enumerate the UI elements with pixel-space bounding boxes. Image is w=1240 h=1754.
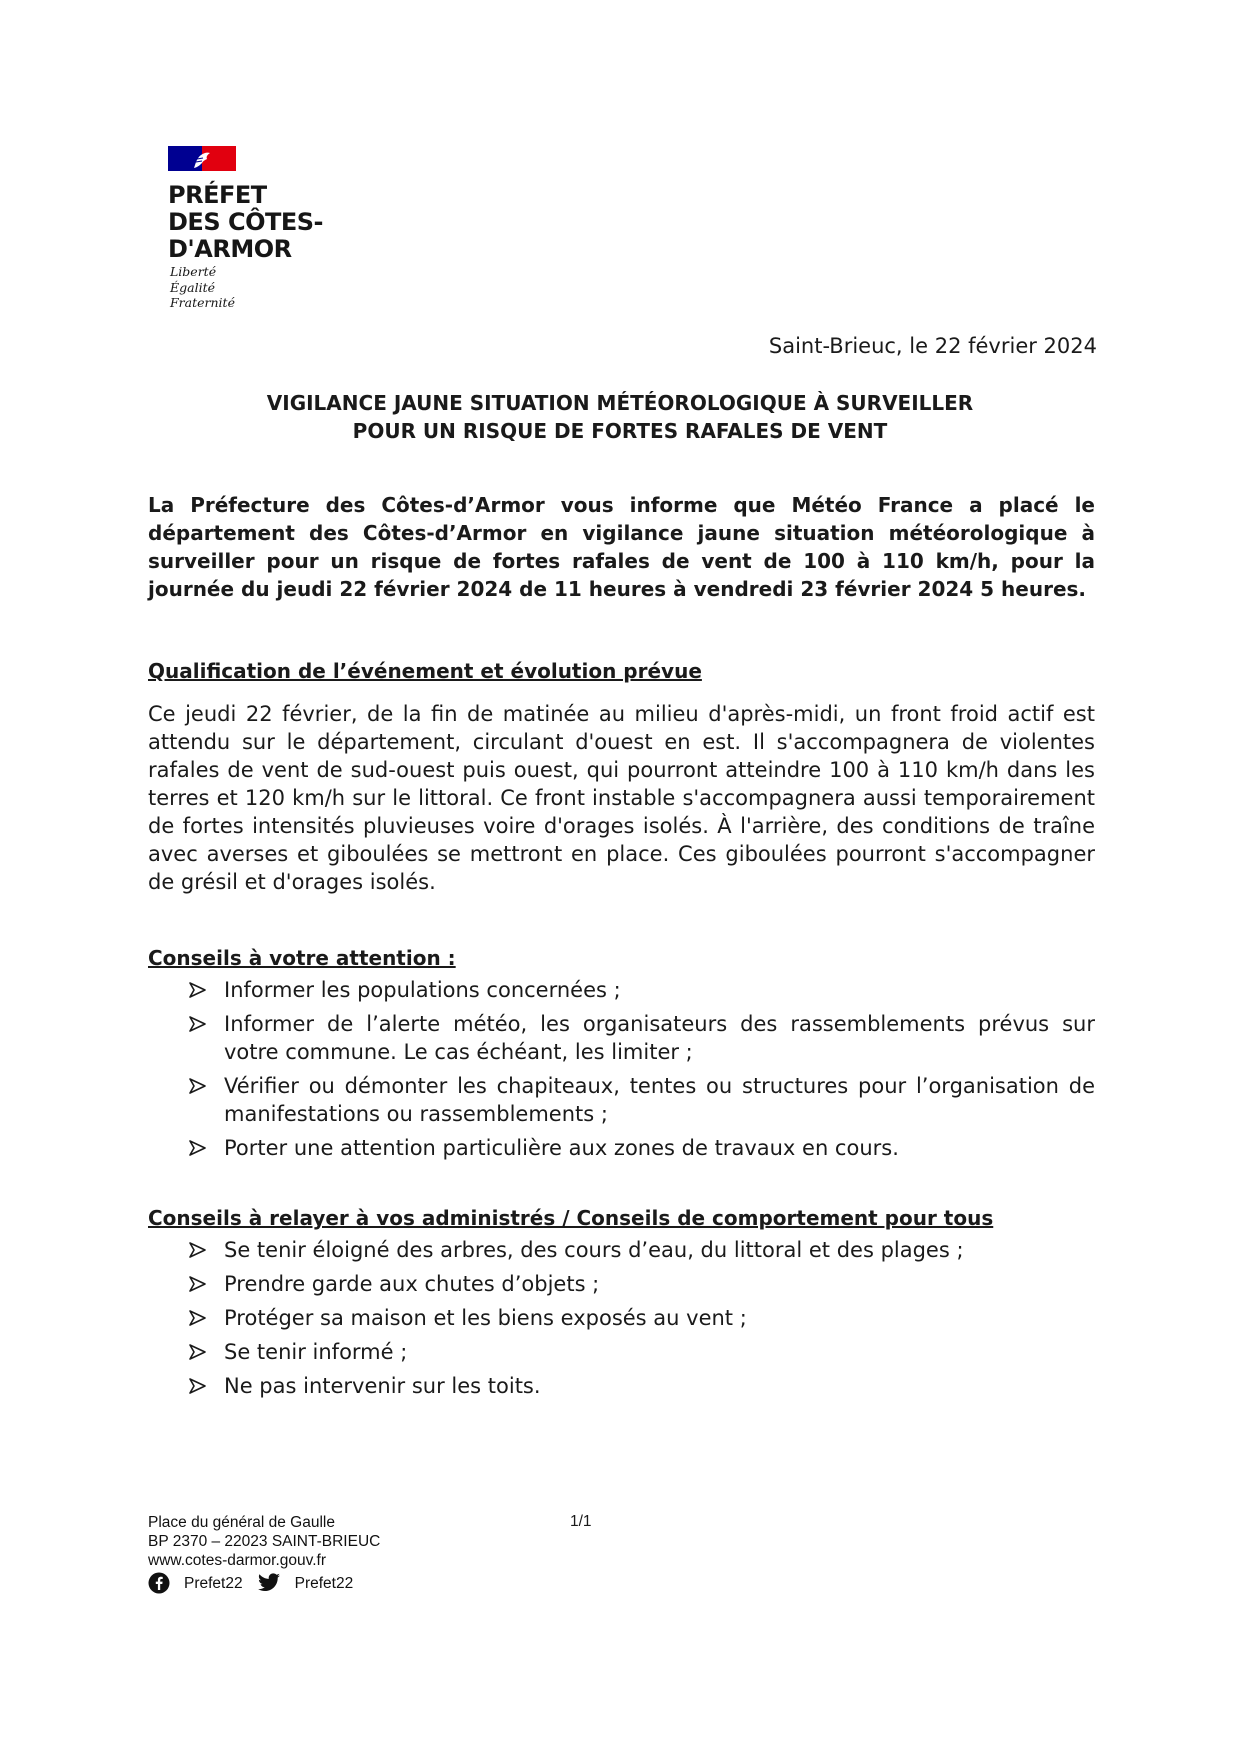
footer-address-line: BP 2370 – 22023 SAINT-BRIEUC	[148, 1533, 381, 1550]
french-flag-marianne-icon	[168, 146, 236, 171]
list-item	[148, 1010, 1095, 1066]
list-item	[148, 1072, 1095, 1128]
motto-line: Égalité	[170, 279, 215, 295]
logo-title-line: DES CÔTES-	[168, 208, 323, 236]
twitter-label[interactable]: Prefet22	[294, 1574, 354, 1592]
social-links	[148, 1572, 380, 1594]
list-item	[148, 1372, 1095, 1400]
list-item	[148, 1134, 1095, 1162]
list-item-text: Protéger sa maison et les biens exposés au vent ;	[224, 1306, 747, 1330]
list-item-text: Se tenir informé ;	[224, 1340, 408, 1364]
list-item	[148, 976, 1095, 1004]
list-item-text: Prendre garde aux chutes d’objets ;	[224, 1272, 600, 1296]
republic-motto	[170, 264, 235, 311]
footer-website-link[interactable]: www.cotes-darmor.gouv.fr	[148, 1552, 327, 1569]
section-heading-conseils-attention: Conseils à votre attention :	[148, 946, 456, 970]
arrowhead-bullet-icon	[188, 1304, 208, 1332]
arrowhead-bullet-icon	[188, 1134, 208, 1162]
title-line: VIGILANCE JAUNE SITUATION MÉTÉOROLOGIQUE À SURVEILLER	[266, 391, 974, 415]
logo-title-line: PRÉFET	[168, 181, 267, 209]
title-line: POUR UN RISQUE DE FORTES RAFALES DE VENT	[352, 419, 888, 443]
page-number: 1/1	[570, 1513, 592, 1530]
conseils-attention-list	[148, 976, 1095, 1168]
logo-title-line: D'ARMOR	[168, 235, 292, 263]
arrowhead-bullet-icon	[188, 1010, 208, 1038]
list-item-text: Ne pas intervenir sur les toits.	[224, 1374, 541, 1398]
list-item	[148, 1304, 1095, 1332]
arrowhead-bullet-icon	[188, 1338, 208, 1366]
conseils-comportement-list	[148, 1236, 1095, 1406]
document-title	[0, 389, 1240, 445]
list-item	[148, 1338, 1095, 1366]
arrowhead-bullet-icon	[188, 1072, 208, 1100]
list-item	[148, 1270, 1095, 1298]
motto-line: Fraternité	[170, 295, 235, 310]
twitter-icon[interactable]	[257, 1572, 281, 1594]
arrowhead-bullet-icon	[188, 1270, 208, 1298]
qualification-paragraph: Ce jeudi 22 février, de la fin de matinée au milieu d'après-midi, un front froid actif est attendu sur le département, circulant d'ouest en est. Il s'accompagnera de violentes rafales de vent de sud-ouest puis ouest, qui pourront atteindre 100 à 110 km/h dans les terres et 120 km/h sur le littoral. Ce front instable s'accompagnera aussi temporairement de fortes intensités pluvieuses voire d'orages isolés. À l'arrière, des conditions de traîne avec averses et giboulées se mettront en place. Ces giboulées pourront s'accompagner de grésil et d'orages isolés.	[148, 702, 1095, 894]
arrowhead-bullet-icon	[188, 1372, 208, 1400]
facebook-icon[interactable]	[148, 1572, 170, 1594]
section-heading-qualification: Qualification de l’événement et évolution prévue	[148, 659, 702, 683]
arrowhead-bullet-icon	[188, 1236, 208, 1264]
lead-paragraph: La Préfecture des Côtes-d’Armor vous informe que Météo France a placé le département des Côtes-d’Armor en vigilance jaune situation météorologique à surveiller pour un risque de fortes rafales de vent de 100 à 110 km/h, pour la journée du jeudi 22 février 2024 de 11 heures à vendredi 23 février 2024 5 heures.	[148, 493, 1095, 601]
facebook-label[interactable]: Prefet22	[184, 1574, 243, 1592]
list-item-text: Porter une attention particulière aux zones de travaux en cours.	[224, 1136, 899, 1160]
footer	[148, 1513, 380, 1594]
logo-title	[168, 182, 368, 263]
list-item-text: Vérifier ou démonter les chapiteaux, tentes ou structures pour l’organisation de manifestations ou rassemblements ;	[224, 1074, 1095, 1126]
section-heading-conseils-administres: Conseils à relayer à vos administrés / Conseils de comportement pour tous	[148, 1206, 994, 1230]
list-item-text: Informer de l’alerte météo, les organisateurs des rassemblements prévus sur votre commune. Le cas échéant, les limiter ;	[224, 1012, 1095, 1064]
motto-line: Liberté	[170, 264, 217, 279]
list-item-text: Informer les populations concernées ;	[224, 978, 621, 1002]
arrowhead-bullet-icon	[188, 976, 208, 1004]
list-item	[148, 1236, 1095, 1264]
footer-address-line: Place du général de Gaulle	[148, 1514, 335, 1531]
date-line: Saint-Brieuc, le 22 février 2024	[768, 334, 1097, 358]
list-item-text: Se tenir éloigné des arbres, des cours d’eau, du littoral et des plages ;	[224, 1238, 964, 1262]
